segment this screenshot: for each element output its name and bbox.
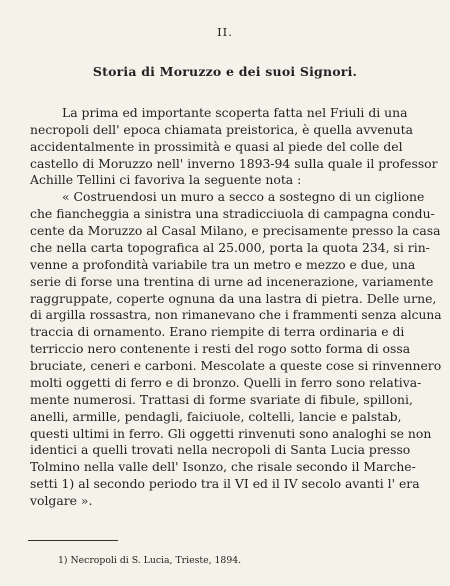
text-line: anelli, armille, pendagli, faiciuole, coltelli, lancie e palstab, [30,409,402,424]
text-line: volgare ». [30,493,93,508]
text-line: castello di Moruzzo nell' inverno 1893-94 sulla quale il professor [30,156,438,171]
text-line: raggruppate, coperte ognuna da una lastra di pietra. Delle urne, [30,291,437,306]
text-line: Tolmino nella valle dell' Isonzo, che risale secondo il Marche- [30,459,416,474]
text-line: di argilla rossastra, non rimanevano che i frammenti senza alcuna [30,307,442,322]
footnote: 1) Necropoli di S. Lucia, Trieste, 1894. [58,555,242,566]
text-line: questi ultimi in ferro. Gli oggetti rinvenuti sono analoghi se non [30,426,432,441]
text-line: necropoli dell' epoca chiamata preistorica, è quella avvenuta [30,122,413,137]
text-line: bruciate, ceneri e carboni. Mescolate a queste cose si rinvennero [30,358,442,373]
text-line: che fiancheggia a sinistra una stradicciuola di campagna condu- [30,206,435,221]
text-line: terriccio nero contenente i resti del rogo sotto forma di ossa [30,341,411,356]
page-title: Storia di Moruzzo e dei suoi Signori. [92,64,358,79]
text-line: identici a quelli trovati nella necropoli di Santa Lucia presso [30,442,411,457]
text-line: « Costruendosi un muro a secco a sostegno di un ciglione [62,189,425,204]
text-line: che nella carta topografica al 25.000, porta la quota 234, si rin- [30,240,430,255]
chapter-number: II. [217,25,233,39]
footnote-divider [28,540,118,541]
text-line: mente numerosi. Trattasi di forme svariate di fibule, spilloni, [30,392,413,407]
text-line: traccia di ornamento. Erano riempite di terra ordinaria e di [30,324,405,339]
text-line: cente da Moruzzo al Casal Milano, e precisamente presso la casa [30,223,441,238]
text-line: serie di forse una trentina di urne ad incenerazione, variamente [30,274,434,289]
text-line: La prima ed importante scoperta fatta nel Friuli di una [62,105,408,120]
text-line: molti oggetti di ferro e di bronzo. Quelli in ferro sono relativa- [30,375,422,390]
text-line: setti 1) al secondo periodo tra il VI ed il IV secolo avanti l' era [30,476,420,491]
text-line: Achille Tellini ci favoriva la seguente nota : [30,172,302,187]
text-line: accidentalmente in prossimità e quasi al piede del colle del [30,139,403,154]
text-line: venne a profondità variabile tra un metro e mezzo e due, una [30,257,416,272]
